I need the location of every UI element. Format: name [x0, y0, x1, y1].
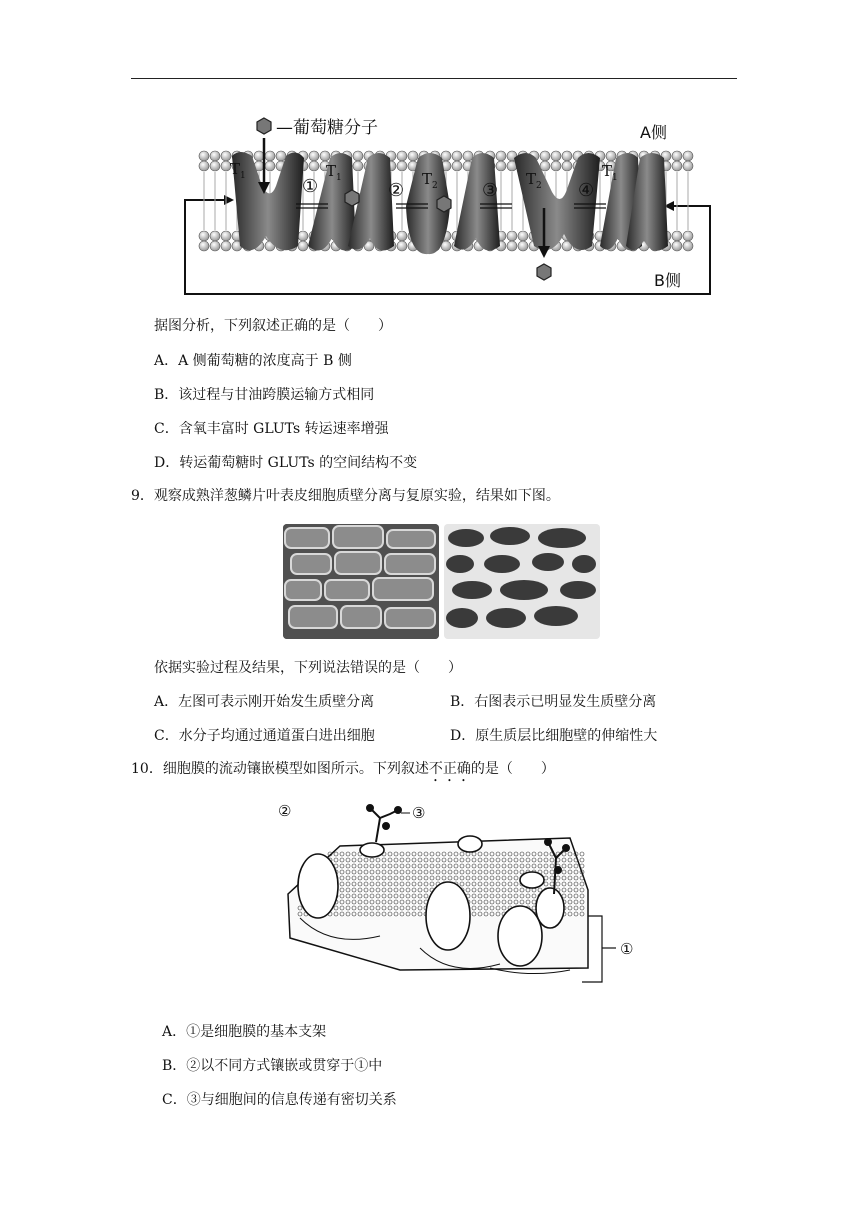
state-label-4: ④	[578, 180, 595, 201]
label-glycoprotein: ③	[412, 804, 426, 822]
q10-stem-before: 10．细胞膜的流动镶嵌模型如图所示。下列叙述	[131, 761, 429, 777]
micrograph-left	[283, 524, 439, 639]
label-bilayer: ①	[620, 940, 634, 958]
transporter-label: T	[602, 162, 613, 180]
q10-option-c: C．③与细胞间的信息传递有密切关系	[162, 1092, 397, 1108]
glucose-legend: —葡萄糖分子	[276, 118, 378, 138]
transporter-label: T	[422, 170, 433, 188]
transporter-sub: 2	[536, 181, 542, 191]
state-label-3: ③	[482, 180, 499, 201]
transporter-sub: 1	[336, 173, 342, 183]
q10-stem-emphasis: 不正确	[428, 761, 471, 777]
transporter-label: T	[230, 160, 241, 178]
q9-option-a: A．左图可表示刚开始发生质壁分离	[154, 694, 375, 710]
transporter-sub: 1	[240, 171, 246, 181]
q8-option-d: D．转运葡萄糖时 GLUTs 的空间结构不变	[154, 455, 418, 471]
state-label-1: ①	[302, 176, 319, 197]
q10-option-b: B．②以不同方式镶嵌或贯穿于①中	[162, 1058, 383, 1074]
q9-option-c: C．水分子均通过通道蛋白进出细胞	[154, 728, 375, 744]
q8-stem: 据图分析，下列叙述正确的是（ ）	[154, 318, 392, 334]
side-a-label: A侧	[640, 123, 667, 142]
header-rule	[131, 78, 737, 79]
side-b-label: B侧	[654, 271, 681, 290]
q8-option-b: B．该过程与甘油跨膜运输方式相同	[154, 387, 375, 403]
label-protein: ②	[278, 802, 292, 820]
q10-stem	[131, 759, 555, 785]
transporter-sub: 2	[432, 181, 438, 191]
q9-option-d: D．原生质层比细胞壁的伸缩性大	[450, 728, 658, 744]
glut-transport-diagram	[180, 106, 720, 302]
q9-stem: 9．观察成熟洋葱鳞片叶表皮细胞质壁分离与复原实验，结果如下图。	[131, 488, 560, 504]
q8-option-a: A．A 侧葡萄糖的浓度高于 B 侧	[154, 353, 352, 369]
transporter-label: T	[326, 162, 337, 180]
q10-stem-after: 的是（ ）	[470, 761, 555, 777]
q9-option-b: B．右图表示已明显发生质壁分离	[450, 694, 657, 710]
q10-option-a: A．①是细胞膜的基本支架	[162, 1024, 327, 1040]
q9-sub-stem: 依据实验过程及结果，下列说法错误的是（ ）	[154, 660, 462, 676]
state-label-2: ②	[388, 180, 405, 201]
fluid-mosaic-diagram	[270, 798, 650, 990]
q8-option-c: C．含氧丰富时 GLUTs 转运速率增强	[154, 421, 389, 437]
transporter-sub: 1	[612, 173, 618, 183]
transporter-label: T	[526, 170, 537, 188]
micrograph-right	[444, 524, 600, 639]
